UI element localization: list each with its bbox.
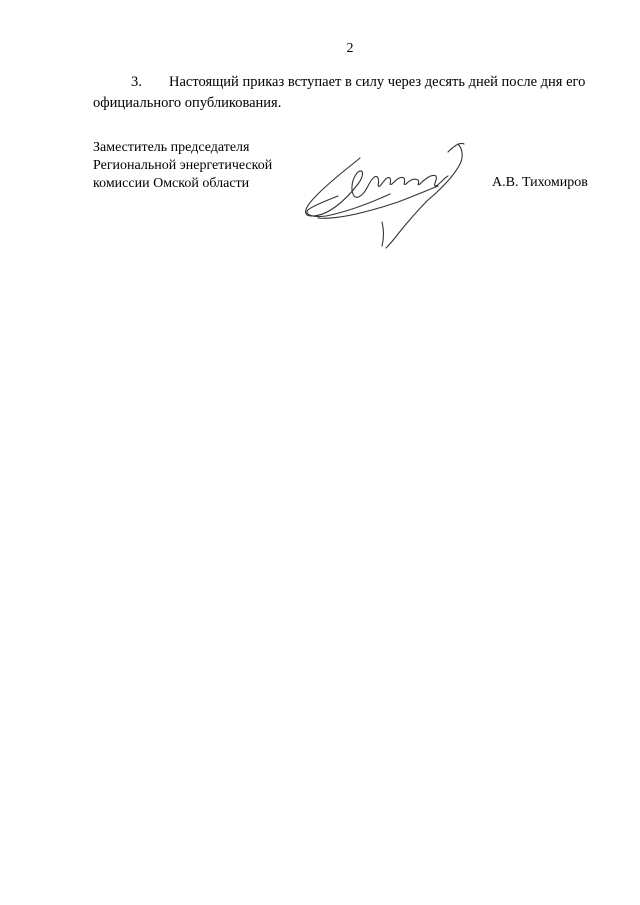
signer-position (93, 139, 272, 193)
signer-position-line-2: Региональной энергетической (93, 158, 273, 173)
paragraph-text-line-2: официального опубликования. (93, 95, 282, 111)
handwritten-signature (298, 138, 470, 250)
paragraph-number: 3. (131, 74, 142, 90)
page-number: 2 (346, 41, 354, 56)
signer-position-line-1: Заместитель председателя (93, 140, 250, 155)
signer-position-line-3: комиссии Омской области (93, 176, 250, 191)
paragraph-3 (93, 72, 608, 114)
signer-name: А.В. Тихомиров (492, 175, 588, 190)
paragraph-line-1 (93, 72, 608, 93)
paragraph-text-line-1: Настоящий приказ вступает в силу через десять дней после дня его (169, 74, 586, 90)
